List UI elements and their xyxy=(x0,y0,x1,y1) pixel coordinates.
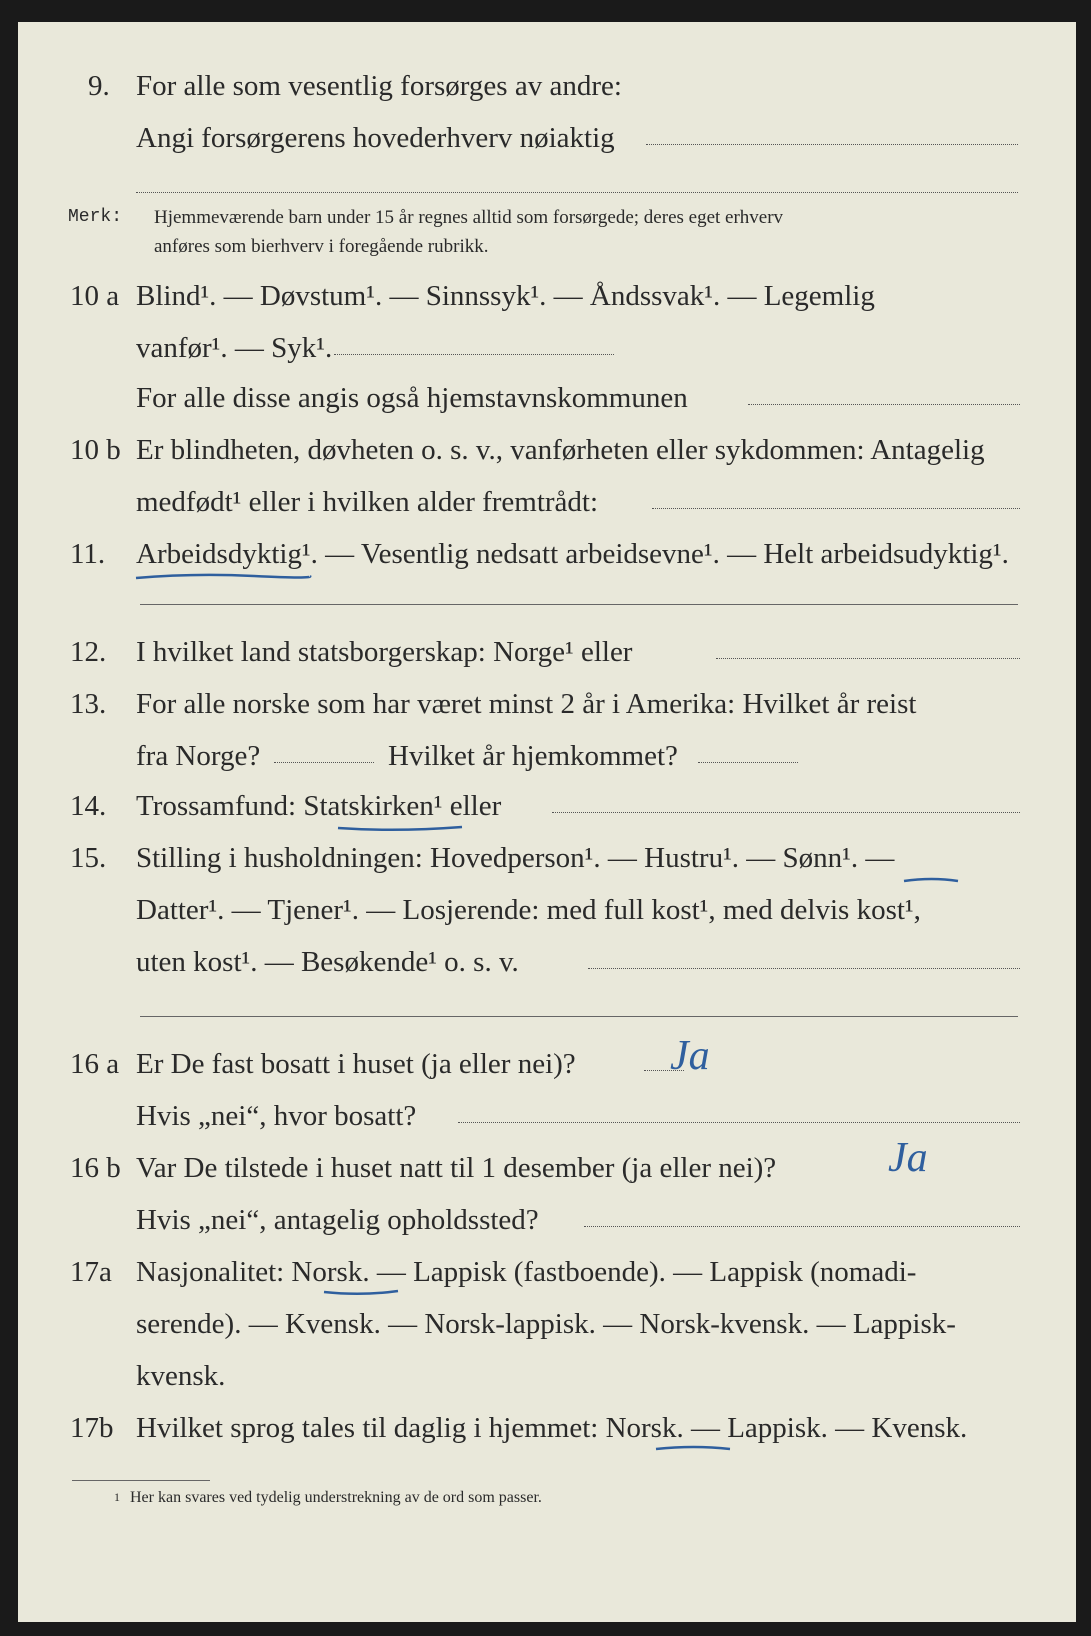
q10a-line2: vanfør¹. — Syk¹. xyxy=(136,332,333,364)
q15-answer-line[interactable] xyxy=(588,968,1020,969)
q16b-handwritten-answer: Ja xyxy=(888,1135,928,1181)
note-line1: Hjemmeværende barn under 15 år regnes alltid som forsørgede; deres eget erhverv xyxy=(154,207,784,228)
q9-line1: For alle som vesentlig forsørges av andre: xyxy=(136,70,622,102)
q14-handwritten-underline xyxy=(336,822,466,836)
q11-line1: Arbeidsdyktig¹. — Vesentlig nedsatt arbeidsevne¹. — Helt arbeidsudyktig¹. xyxy=(136,538,1009,570)
q17b-line1: Hvilket sprog tales til daglig i hjemmet: Norsk. — Lappisk. — Kvensk. xyxy=(136,1412,968,1444)
q17a-line2: serende). — Kvensk. — Norsk-lappisk. — Norsk-kvensk. — Lappisk- xyxy=(136,1308,956,1340)
q14-answer-line[interactable] xyxy=(552,812,1020,813)
q16b-location-line[interactable] xyxy=(584,1226,1020,1227)
q9-number: 9. xyxy=(88,70,110,102)
q14-line1: Trossamfund: Statskirken¹ eller xyxy=(136,790,502,822)
q11-rule xyxy=(140,604,1018,605)
q17a-number: 17a xyxy=(70,1256,112,1288)
q10a-answer-line[interactable] xyxy=(334,354,614,355)
q13-departure-line[interactable] xyxy=(274,762,374,763)
q10b-line2: medfødt¹ eller i hvilken alder fremtrådt: xyxy=(136,486,599,518)
q9-extra-line[interactable] xyxy=(136,192,1018,193)
q13-return-line[interactable] xyxy=(698,762,798,763)
q17b-handwritten-underline xyxy=(654,1442,734,1456)
q15-number: 15. xyxy=(70,842,107,874)
q16b-line2: Hvis „nei“, antagelig opholdssted? xyxy=(136,1204,539,1236)
q15-rule xyxy=(140,1016,1018,1017)
q17b-number: 17b xyxy=(70,1412,114,1444)
q11-number: 11. xyxy=(70,538,106,570)
q12-answer-line[interactable] xyxy=(716,658,1020,659)
q15-line3: uten kost¹. — Besøkende¹ o. s. v. xyxy=(136,946,519,978)
note-line2: anføres som bierhverv i foregående rubrikk. xyxy=(154,236,489,257)
q16a-number: 16 a xyxy=(70,1048,120,1080)
q17a-line1: Nasjonalitet: Norsk. — Lappisk (fastboende). — Lappisk (nomadi- xyxy=(136,1256,917,1288)
q13-line2a: fra Norge? xyxy=(136,740,261,772)
q9-answer-line[interactable] xyxy=(646,144,1018,145)
q10a-number: 10 a xyxy=(70,280,120,312)
q16b-number: 16 b xyxy=(70,1152,121,1184)
q13-line1: For alle norske som har været minst 2 år i Amerika: Hvilket år reist xyxy=(136,688,917,720)
q16a-handwritten-answer: Ja xyxy=(670,1033,710,1079)
q16a-line1: Er De fast bosatt i huset (ja eller nei)? xyxy=(136,1048,576,1080)
q17a-line3: kvensk. xyxy=(136,1360,226,1392)
q17a-handwritten-underline xyxy=(322,1286,402,1300)
q14-number: 14. xyxy=(70,790,107,822)
q10b-answer-line[interactable] xyxy=(652,508,1020,509)
q12-line1: I hvilket land statsborgerskap: Norge¹ eller xyxy=(136,636,633,668)
q10a-line1: Blind¹. — Døvstum¹. — Sinnssyk¹. — Åndssvak¹. — Legemlig xyxy=(136,280,875,312)
q10a-line3: For alle disse angis også hjemstavnskommunen xyxy=(136,382,688,414)
footnote-text: Her kan svares ved tydelig understrekning av de ord som passer. xyxy=(130,1489,542,1506)
q9-line2: Angi forsørgerens hovederhverv nøiaktig xyxy=(136,122,615,154)
q10b-number: 10 b xyxy=(70,434,121,466)
q13-number: 13. xyxy=(70,688,107,720)
footnote-rule xyxy=(72,1480,210,1481)
q15-handwritten-underline xyxy=(902,874,962,888)
q16a-line2: Hvis „nei“, hvor bosatt? xyxy=(136,1100,417,1132)
census-form-page xyxy=(18,22,1076,1622)
q16b-line1: Var De tilstede i huset natt til 1 desember (ja eller nei)? xyxy=(136,1152,777,1184)
q15-line1: Stilling i husholdningen: Hovedperson¹. — Hustru¹. — Sønn¹. — xyxy=(136,842,895,874)
note-label: Merk: xyxy=(68,207,123,227)
q12-number: 12. xyxy=(70,636,107,668)
q11-handwritten-underline xyxy=(134,570,314,584)
q10b-line1: Er blindheten, døvheten o. s. v., vanførheten eller sykdommen: Antagelig xyxy=(136,434,985,466)
q10a-municipality-line[interactable] xyxy=(748,404,1020,405)
q16a-residence-line[interactable] xyxy=(458,1122,1020,1123)
q15-line2: Datter¹. — Tjener¹. — Losjerende: med full kost¹, med delvis kost¹, xyxy=(136,894,921,926)
footnote-mark: 1 xyxy=(114,1490,120,1504)
q13-line2b: Hvilket år hjemkommet? xyxy=(388,740,678,772)
